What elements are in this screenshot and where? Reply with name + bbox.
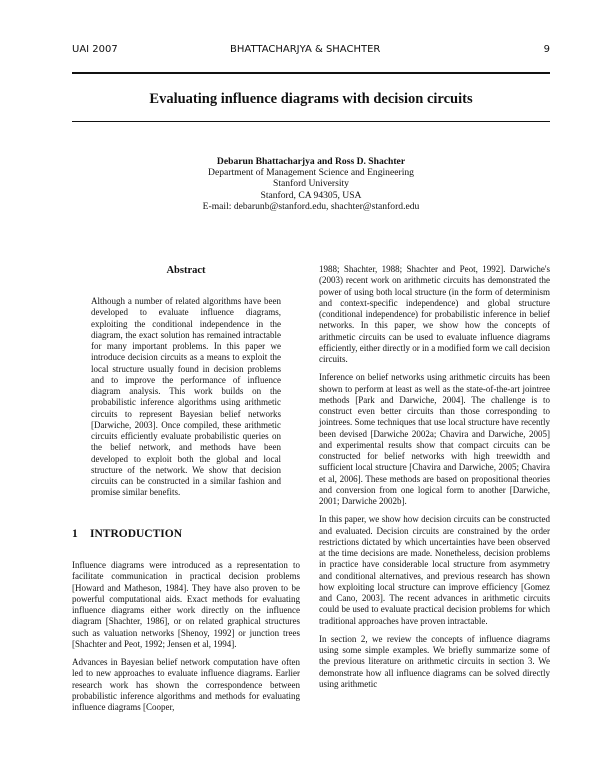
left-column-body	[72, 560, 300, 720]
section-heading	[72, 528, 300, 540]
running-title: BHATTACHARJYA & SHACHTER	[230, 44, 381, 55]
body-paragraph: Inference on belief networks using arithmetic circuits has been shown to perform at least as well as the state-of-the-art jointree methods [Park and Darwiche, 2004]. The challenge is to construct even better circuits than those corresponding to jointrees. Some techniques that use local structure have recently been devised [Darwiche 2002a; Chavira and Darwiche, 2005] and experimental results show that compact circuits can be constructed for belief networks with high treewidth and sufficient local structure [Chavira and Darwiche, 2005; Chavira et al, 2006]. These methods are based on propositional theories and conversion from one logical form to another [Darwiche, 2001; Darwiche 2002b].	[319, 372, 550, 506]
paper-title: Evaluating influence diagrams with decision circuits	[149, 91, 473, 107]
title-rule	[72, 121, 550, 122]
right-column-body	[319, 264, 550, 697]
header-rule	[72, 72, 550, 74]
section-number: 1	[72, 528, 78, 540]
author-block	[72, 156, 550, 212]
section-title: INTRODUCTION	[90, 528, 183, 540]
abstract-body	[91, 296, 281, 506]
venue-label: UAI 2007	[72, 44, 118, 55]
affiliation-line: Department of Management Science and Engineering	[208, 167, 414, 179]
abstract-text: Although a number of related algorithms have been developed to evaluate influence diagrams, exploiting the conditional independence in the diagram, the exact solution has remained intractable for many important problems. In this paper we introduce decision circuits as a means to exploit the local structure usually found in decision problems and to improve the performance of influence diagram analysis. This work builds on the probabilistic inference algorithms using arithmetic circuits to represent Bayesian belief networks [Darwiche, 2003]. Once compiled, these arithmetic circuits efficiently evaluate probabilistic queries on the belief network, and methods have been developed to exploit both the global and local structure of the network. We show that decision circuits can be constructed in a similar fashion and promise similar benefits.	[91, 296, 281, 498]
body-paragraph: In this paper, we show how decision circuits can be constructed and evaluated. Decision circuits are constrained by the order restrictions dictated by which uncertainties have been observed at the time decisions are made. Nonetheless, decision problems in practice have considerable local structure from asymmetry and conditional alternatives, and previous research has shown how exploiting local structure can improve efficiency [Gomez and Cano, 2003]. The recent advances in arithmetic circuits could be used to evaluate practical decision problems for which traditional approaches have proven intractable.	[319, 514, 550, 626]
body-paragraph: 1988; Shachter, 1988; Shachter and Peot, 1992]. Darwiche's (2003) recent work on arithmetic circuits has demonstrated the power of using both local structure (in the form of determinism and context-specific independence) and global structure (conditional independence) for probabilistic inference in belief networks. In this paper, we show how the concepts of arithmetic circuits can be used to evaluate influence diagrams efficiently, either directly or in a modified form we call decision circuits.	[319, 264, 550, 364]
body-paragraph: Advances in Bayesian belief network computation have often led to new approaches to evaluate influence diagrams. Earlier research work has shown the correspondence between probabilistic inference algorithms and methods for evaluating influence diagrams [Cooper,	[72, 657, 300, 712]
affiliation-line: Stanford University	[273, 178, 349, 190]
author-emails: E-mail: debarunb@stanford.edu, shachter@stanford.edu	[202, 200, 420, 212]
abstract-heading: Abstract	[166, 265, 206, 276]
page-number: 9	[543, 44, 550, 55]
affiliation-line: Stanford, CA 94305, USA	[260, 189, 362, 201]
body-paragraph: Influence diagrams were introduced as a representation to facilitate communication in practical decision problems [Howard and Matheson, 1984]. They have also proven to be powerful computational aids. Exact methods for evaluating influence diagrams either work directly on the influence diagram [Shachter, 1986], or on related graphical structures such as valuation networks [Shenoy, 1992] or junction trees [Shachter and Peot, 1992; Jensen et al, 1994].	[72, 560, 300, 649]
running-header	[72, 44, 550, 60]
author-names: Debarun Bhattacharjya and Ross D. Shachter	[216, 156, 406, 167]
body-paragraph: In section 2, we review the concepts of influence diagrams using some simple examples. We briefly summarize some of the previous literature on arithmetic circuits in section 3. We demonstrate how all influence diagrams can be solved directly using arithmetic	[319, 633, 550, 689]
